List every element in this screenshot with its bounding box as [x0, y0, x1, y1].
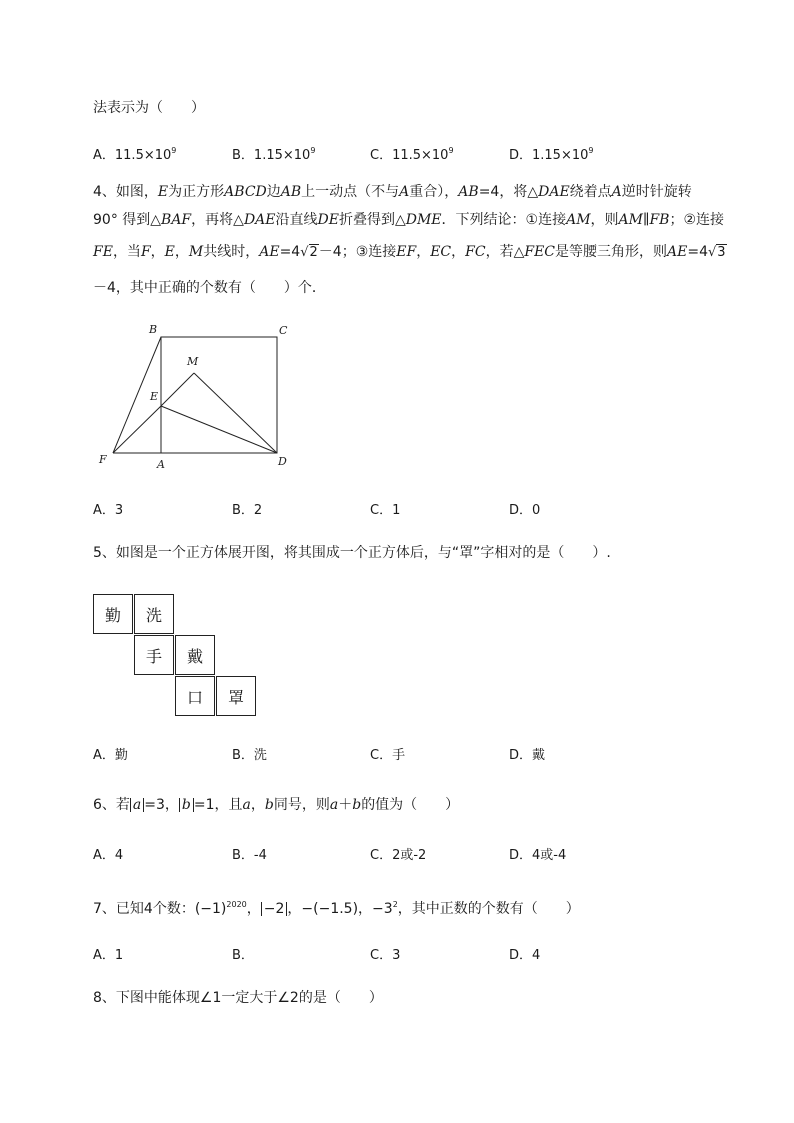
cube-cell-kou: 口 [175, 676, 215, 716]
q7-option-c[interactable]: C．3 [370, 948, 401, 963]
q6-option-b[interactable]: B．-4 [232, 848, 267, 863]
q7-stem: 7、已知4个数：$(-1)^{2020}$， −2 ，−(−1.5)，$-3^2$，其中正数的个数有（ ） [93, 900, 580, 917]
label-m: M [187, 355, 199, 368]
q7-option-b[interactable]: B． [232, 948, 254, 963]
q7-option-a[interactable]: A．1 [93, 948, 124, 963]
label-c: C [279, 324, 288, 337]
q3-stem-tail: 法表示为（ ） [93, 100, 205, 116]
sqrt-2: √2 [300, 245, 318, 260]
q5-option-c[interactable]: C．手 [370, 748, 406, 763]
q4-option-d[interactable]: D．0 [509, 503, 541, 518]
q4-option-a[interactable]: A．3 [93, 503, 124, 518]
q6-option-c[interactable]: C．2或-2 [370, 848, 427, 863]
q5-option-a[interactable]: A．勤 [93, 748, 128, 763]
q8-stem: 8、下图中能体现∠1一定大于∠2的是（ ） [93, 990, 383, 1006]
q3-option-d[interactable]: D．$1.15\times 10^9$ [509, 146, 594, 163]
label-f: F [99, 453, 107, 466]
q4-stem-line4: －4，其中正确的个数有（ ）个． [93, 280, 326, 296]
cube-cell-shou: 手 [134, 635, 174, 675]
label-e: E [150, 390, 159, 403]
cube-net [93, 594, 259, 718]
q4-stem-line1: 4、如图，E为正方形ABCD边AB上一动点（不与A重合），AB=4，将△DAE绕着点A逆时针旋转 [93, 184, 692, 200]
q6-option-a[interactable]: A．4 [93, 848, 124, 863]
cube-cell-zhao: 罩 [216, 676, 256, 716]
q6-option-d[interactable]: D．4或-4 [509, 848, 567, 863]
label-a: A [157, 458, 165, 471]
q3-option-b[interactable]: B．$1.15\times 10^9$ [232, 146, 316, 163]
q4-option-b[interactable]: B．2 [232, 503, 263, 518]
q4-stem-line2: 90° 得到△BAF，再将△DAE沿直线DE折叠得到△DME．下列结论：①连接AM，则AM∥FB；②连接 [93, 212, 725, 228]
q4-geometry-figure [95, 318, 315, 476]
sqrt-3: √3 [708, 245, 726, 260]
q5-stem: 5、如图是一个正方体展开图，将其围成一个正方体后，与“罩”字相对的是（ ）. [93, 545, 611, 561]
label-d: D [278, 455, 287, 468]
q5-option-d[interactable]: D．戴 [509, 748, 546, 763]
q4-option-c[interactable]: C．1 [370, 503, 401, 518]
q7-option-d[interactable]: D．4 [509, 948, 541, 963]
cube-cell-xi: 洗 [134, 594, 174, 634]
abs-b: b [179, 798, 194, 812]
abs-a: a [130, 798, 144, 812]
cube-cell-dai: 戴 [175, 635, 215, 675]
q4-stem-line3: FE，当F，E，M共线时，AE=4√2－4；③连接EF，EC，FC，若△FEC是等腰三角形，则AE=4√3 [93, 242, 727, 263]
q3-option-c[interactable]: C．$11.5\times 10^9$ [370, 146, 454, 163]
cube-cell-qin: 勤 [93, 594, 133, 634]
q6-stem: 6、若 a =3， b =1，且a，b同号，则a＋b的值为（ ） [93, 797, 460, 813]
q5-option-b[interactable]: B．洗 [232, 748, 267, 763]
segment-md [194, 373, 277, 453]
label-b: B [149, 323, 158, 336]
segment-em [161, 373, 194, 406]
segment-ed [161, 406, 277, 453]
q3-option-a[interactable]: A．$11.5\times 10^9$ [93, 146, 177, 163]
abs-neg-two: −2 [261, 902, 288, 916]
segment-fe [113, 406, 161, 453]
